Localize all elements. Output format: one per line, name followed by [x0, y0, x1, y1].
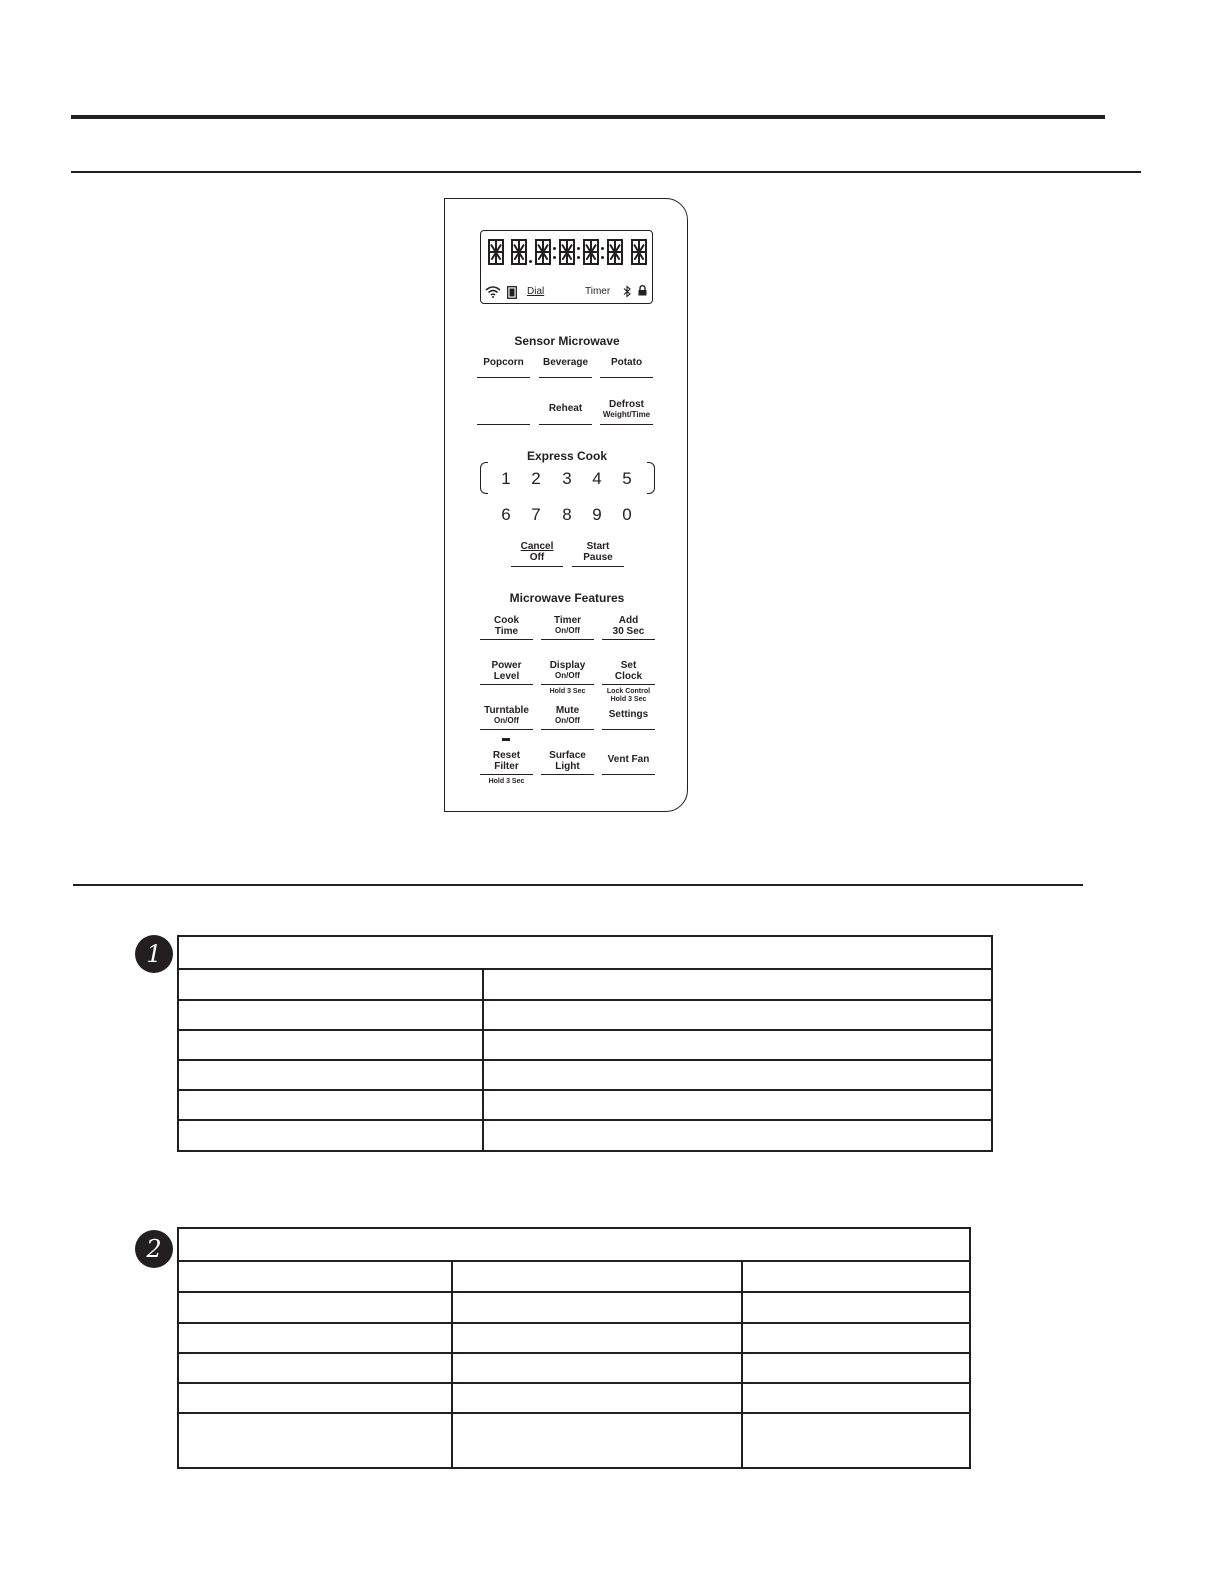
table-column-divider — [451, 1260, 453, 1467]
digit-7-button[interactable]: 7 — [531, 505, 541, 524]
cook-time-label-1: Cook — [494, 615, 519, 626]
table-row — [179, 1291, 969, 1293]
digit-8-button[interactable]: 8 — [562, 505, 572, 524]
segment-digit — [511, 239, 527, 265]
vent-fan-button[interactable]: Vent Fan — [602, 754, 655, 775]
control-panel — [444, 198, 688, 812]
lock-control-note — [599, 688, 658, 704]
surface-label-2: Light — [555, 761, 580, 772]
lock-icon — [638, 285, 647, 299]
add-label-2: 30 Sec — [612, 626, 645, 637]
blank-button[interactable] — [477, 399, 530, 425]
start-label: Start — [586, 541, 610, 552]
express-bracket-right — [647, 462, 655, 494]
popcorn-button[interactable]: Popcorn — [477, 357, 530, 378]
sensor-microwave-heading: Sensor Microwave — [514, 334, 620, 348]
colon-dot — [553, 247, 556, 250]
power-label-1: Power — [491, 660, 522, 671]
digit-9-button[interactable]: 9 — [592, 505, 602, 524]
settings-button[interactable]: Settings — [602, 709, 655, 730]
table-row — [179, 1382, 969, 1384]
express-bracket-left — [480, 462, 488, 494]
display-label: Display — [549, 660, 586, 671]
table-row — [179, 1352, 969, 1354]
table-row — [179, 968, 991, 970]
timer-label: Timer — [553, 615, 582, 626]
digit-5-button[interactable]: 5 — [622, 469, 632, 488]
table-row — [179, 1059, 991, 1061]
start-sub-label: Pause — [583, 552, 613, 563]
digit-2-button[interactable]: 2 — [531, 469, 541, 488]
table-row — [179, 1260, 969, 1262]
decimal-dot — [529, 260, 532, 263]
segment-digit — [631, 239, 647, 265]
turntable-label: Turntable — [484, 705, 529, 716]
timer-button[interactable] — [541, 615, 594, 640]
sensor-icon — [507, 286, 517, 302]
bluetooth-icon — [623, 285, 631, 301]
digit-0-button[interactable]: 0 — [622, 505, 632, 524]
table-row — [179, 1322, 969, 1324]
cook-time-label-2: Time — [494, 626, 519, 637]
timer-indicator: Timer — [585, 286, 611, 297]
digit-4-button[interactable]: 4 — [592, 469, 602, 488]
table-column-divider — [482, 968, 484, 1150]
mute-label: Mute — [555, 705, 580, 716]
table-2 — [177, 1227, 971, 1469]
express-cook-heading: Express Cook — [526, 449, 608, 463]
add-label-1: Add — [618, 615, 639, 626]
power-label-2: Level — [493, 671, 520, 682]
lock-note-line-2: Hold 3 Sec — [610, 696, 647, 703]
cancel-off-button[interactable] — [511, 541, 563, 567]
digit-3-button[interactable]: 3 — [562, 469, 572, 488]
start-pause-button[interactable] — [572, 541, 624, 567]
colon-dot — [601, 256, 604, 259]
digit-6-button[interactable]: 6 — [501, 505, 511, 524]
lcd-display — [480, 230, 653, 304]
digit-1-button[interactable]: 1 — [501, 469, 511, 488]
power-level-button[interactable] — [480, 660, 533, 685]
table-2-badge: 2 — [135, 1230, 173, 1268]
colon-dot — [601, 247, 604, 250]
segment-digit — [559, 239, 575, 265]
defrost-sub-label: Weight/Time — [602, 410, 651, 419]
table-row — [179, 1412, 969, 1414]
display-on-off-button[interactable] — [541, 660, 594, 685]
filter-indicator-icon — [502, 738, 510, 741]
segment-digits — [488, 239, 648, 267]
colon-dot — [577, 256, 580, 259]
table-1-badge: 1 — [135, 935, 173, 973]
table-row — [179, 1119, 991, 1121]
dial-indicator: Dial — [527, 286, 545, 297]
turntable-button[interactable] — [480, 705, 533, 730]
reset-filter-button[interactable] — [480, 750, 533, 775]
reset-label-2: Filter — [494, 761, 519, 772]
defrost-button[interactable] — [600, 399, 653, 425]
segment-digit — [535, 239, 551, 265]
table-row — [179, 999, 991, 1001]
cancel-label: Cancel — [520, 541, 554, 552]
segment-digit — [607, 239, 623, 265]
display-hold-note: Hold 3 Sec — [549, 688, 586, 695]
set-clock-button[interactable] — [602, 660, 655, 685]
potato-button[interactable]: Potato — [600, 357, 653, 378]
mute-sub-label: On/Off — [555, 716, 580, 725]
timer-sub-label: On/Off — [555, 626, 580, 635]
colon-dot — [577, 247, 580, 250]
mute-button[interactable] — [541, 705, 594, 730]
table-1 — [177, 935, 993, 1152]
microwave-features-heading: Microwave Features — [509, 591, 625, 605]
lcd-status-row — [481, 286, 652, 302]
reset-label-1: Reset — [492, 750, 521, 761]
surface-label-1: Surface — [549, 750, 586, 761]
colon-dot — [553, 256, 556, 259]
cook-time-button[interactable] — [480, 615, 533, 640]
defrost-label: Defrost — [608, 399, 644, 410]
display-sub-label: On/Off — [555, 671, 580, 680]
add-30-sec-button[interactable] — [602, 615, 655, 640]
table-row — [179, 1029, 991, 1031]
segment-digit — [583, 239, 599, 265]
set-label-2: Clock — [614, 671, 643, 682]
table-row — [179, 1089, 991, 1091]
section-rule — [71, 171, 1141, 173]
set-label-1: Set — [620, 660, 637, 671]
surface-light-button[interactable] — [541, 750, 594, 775]
lock-note-line-1: Lock Control — [606, 688, 651, 695]
beverage-button[interactable]: Beverage — [539, 357, 592, 378]
top-rule — [71, 115, 1105, 119]
section-rule-lower — [73, 884, 1083, 886]
cancel-sub-label: Off — [529, 552, 545, 563]
table-column-divider — [741, 1260, 743, 1467]
wifi-icon — [485, 286, 501, 301]
segment-digit — [488, 239, 504, 265]
reset-hold-note: Hold 3 Sec — [488, 778, 525, 785]
turntable-sub-label: On/Off — [494, 716, 519, 725]
reheat-button[interactable]: Reheat — [539, 403, 592, 425]
